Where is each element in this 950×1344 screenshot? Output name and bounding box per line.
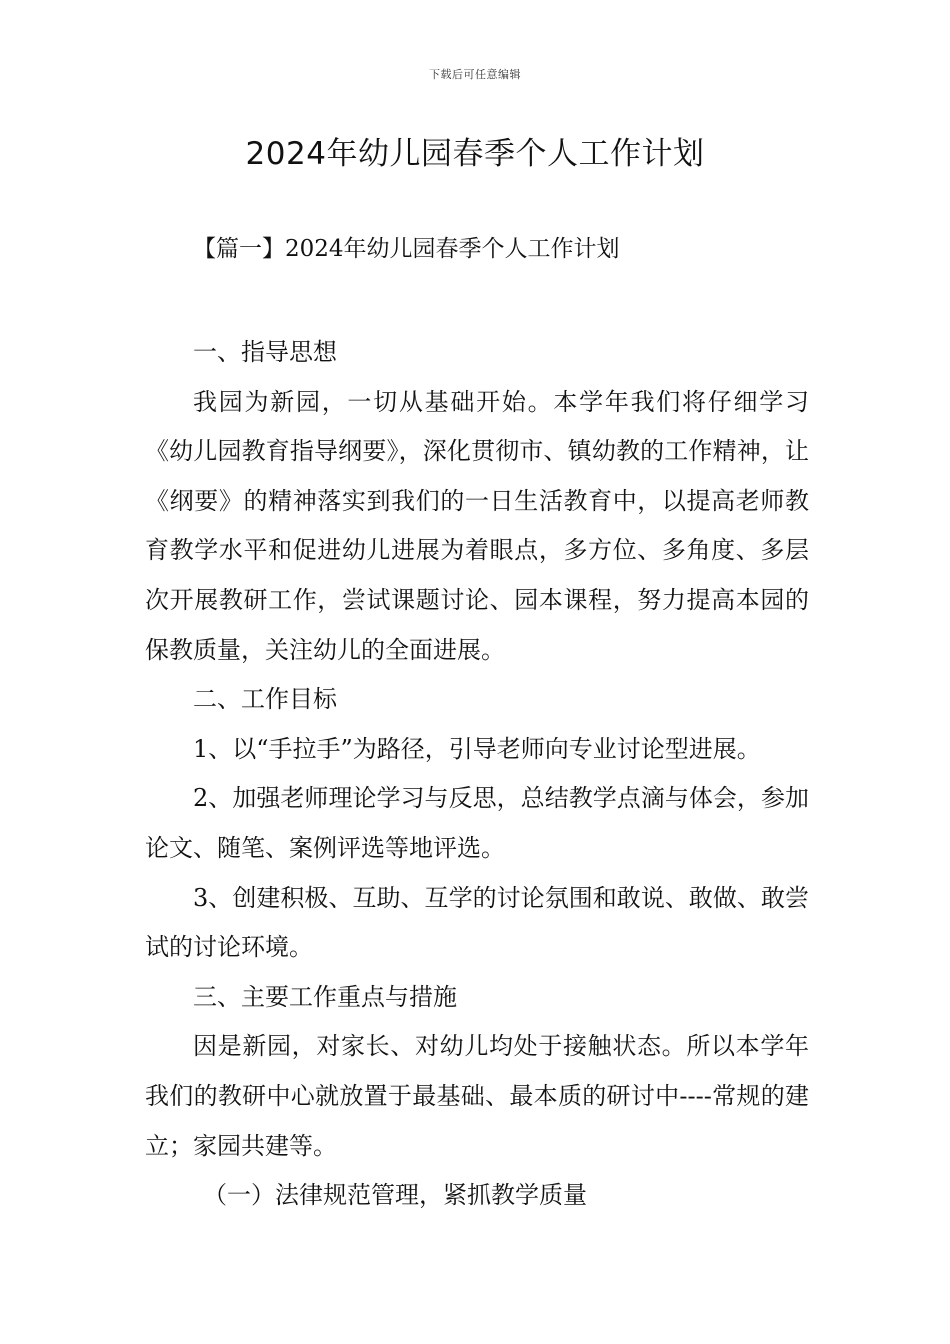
section-heading: 【篇一】2024年幼儿园春季个人工作计划 bbox=[193, 236, 620, 262]
goal-item-2: 2、加强老师理论学习与反思，总结教学点滴与体会，参加论文、随笔、案例评选等地评选。 bbox=[145, 784, 809, 862]
heading-work-goals: 二、工作目标 bbox=[193, 685, 337, 714]
document-title: 2024年幼儿园春季个人工作计划 bbox=[245, 136, 705, 172]
paragraph-guiding-ideology: 我园为新园，一切从基础开始。本学年我们将仔细学习《幼儿园教育指导纲要》，深化贯彻市、镇幼教的工作精神，让《纲要》的精神落实到我们的一日生活教育中，以提高老师教育教学水平和促进幼儿进展为着眼点，多方位、多角度、多层次开展教研工作，尝试课题讨论、园本课程，努力提高本园的保教质量，关注幼儿的全面进展。 bbox=[145, 387, 809, 664]
heading-key-work: 三、主要工作重点与措施 bbox=[193, 982, 457, 1011]
subheading-management: （一）法律规范管理，紧抓教学质量 bbox=[203, 1181, 587, 1210]
paragraph-key-work: 因是新园，对家长、对幼儿均处于接触状态。所以本学年我们的教研中心就放置于最基础、最本质的研讨中----常规的建立；家园共建等。 bbox=[145, 1032, 809, 1160]
document-body bbox=[145, 328, 809, 1221]
heading-guiding-ideology: 一、指导思想 bbox=[193, 338, 337, 366]
goal-item-1: 1、以“手拉手”为路径，引导老师向专业讨论型进展。 bbox=[193, 734, 761, 763]
goal-item-3: 3、创建积极、互助、互学的讨论氛围和敢说、敢做、敢尝试的讨论环境。 bbox=[145, 883, 809, 962]
header-note: 下载后可任意编辑 bbox=[429, 68, 521, 81]
